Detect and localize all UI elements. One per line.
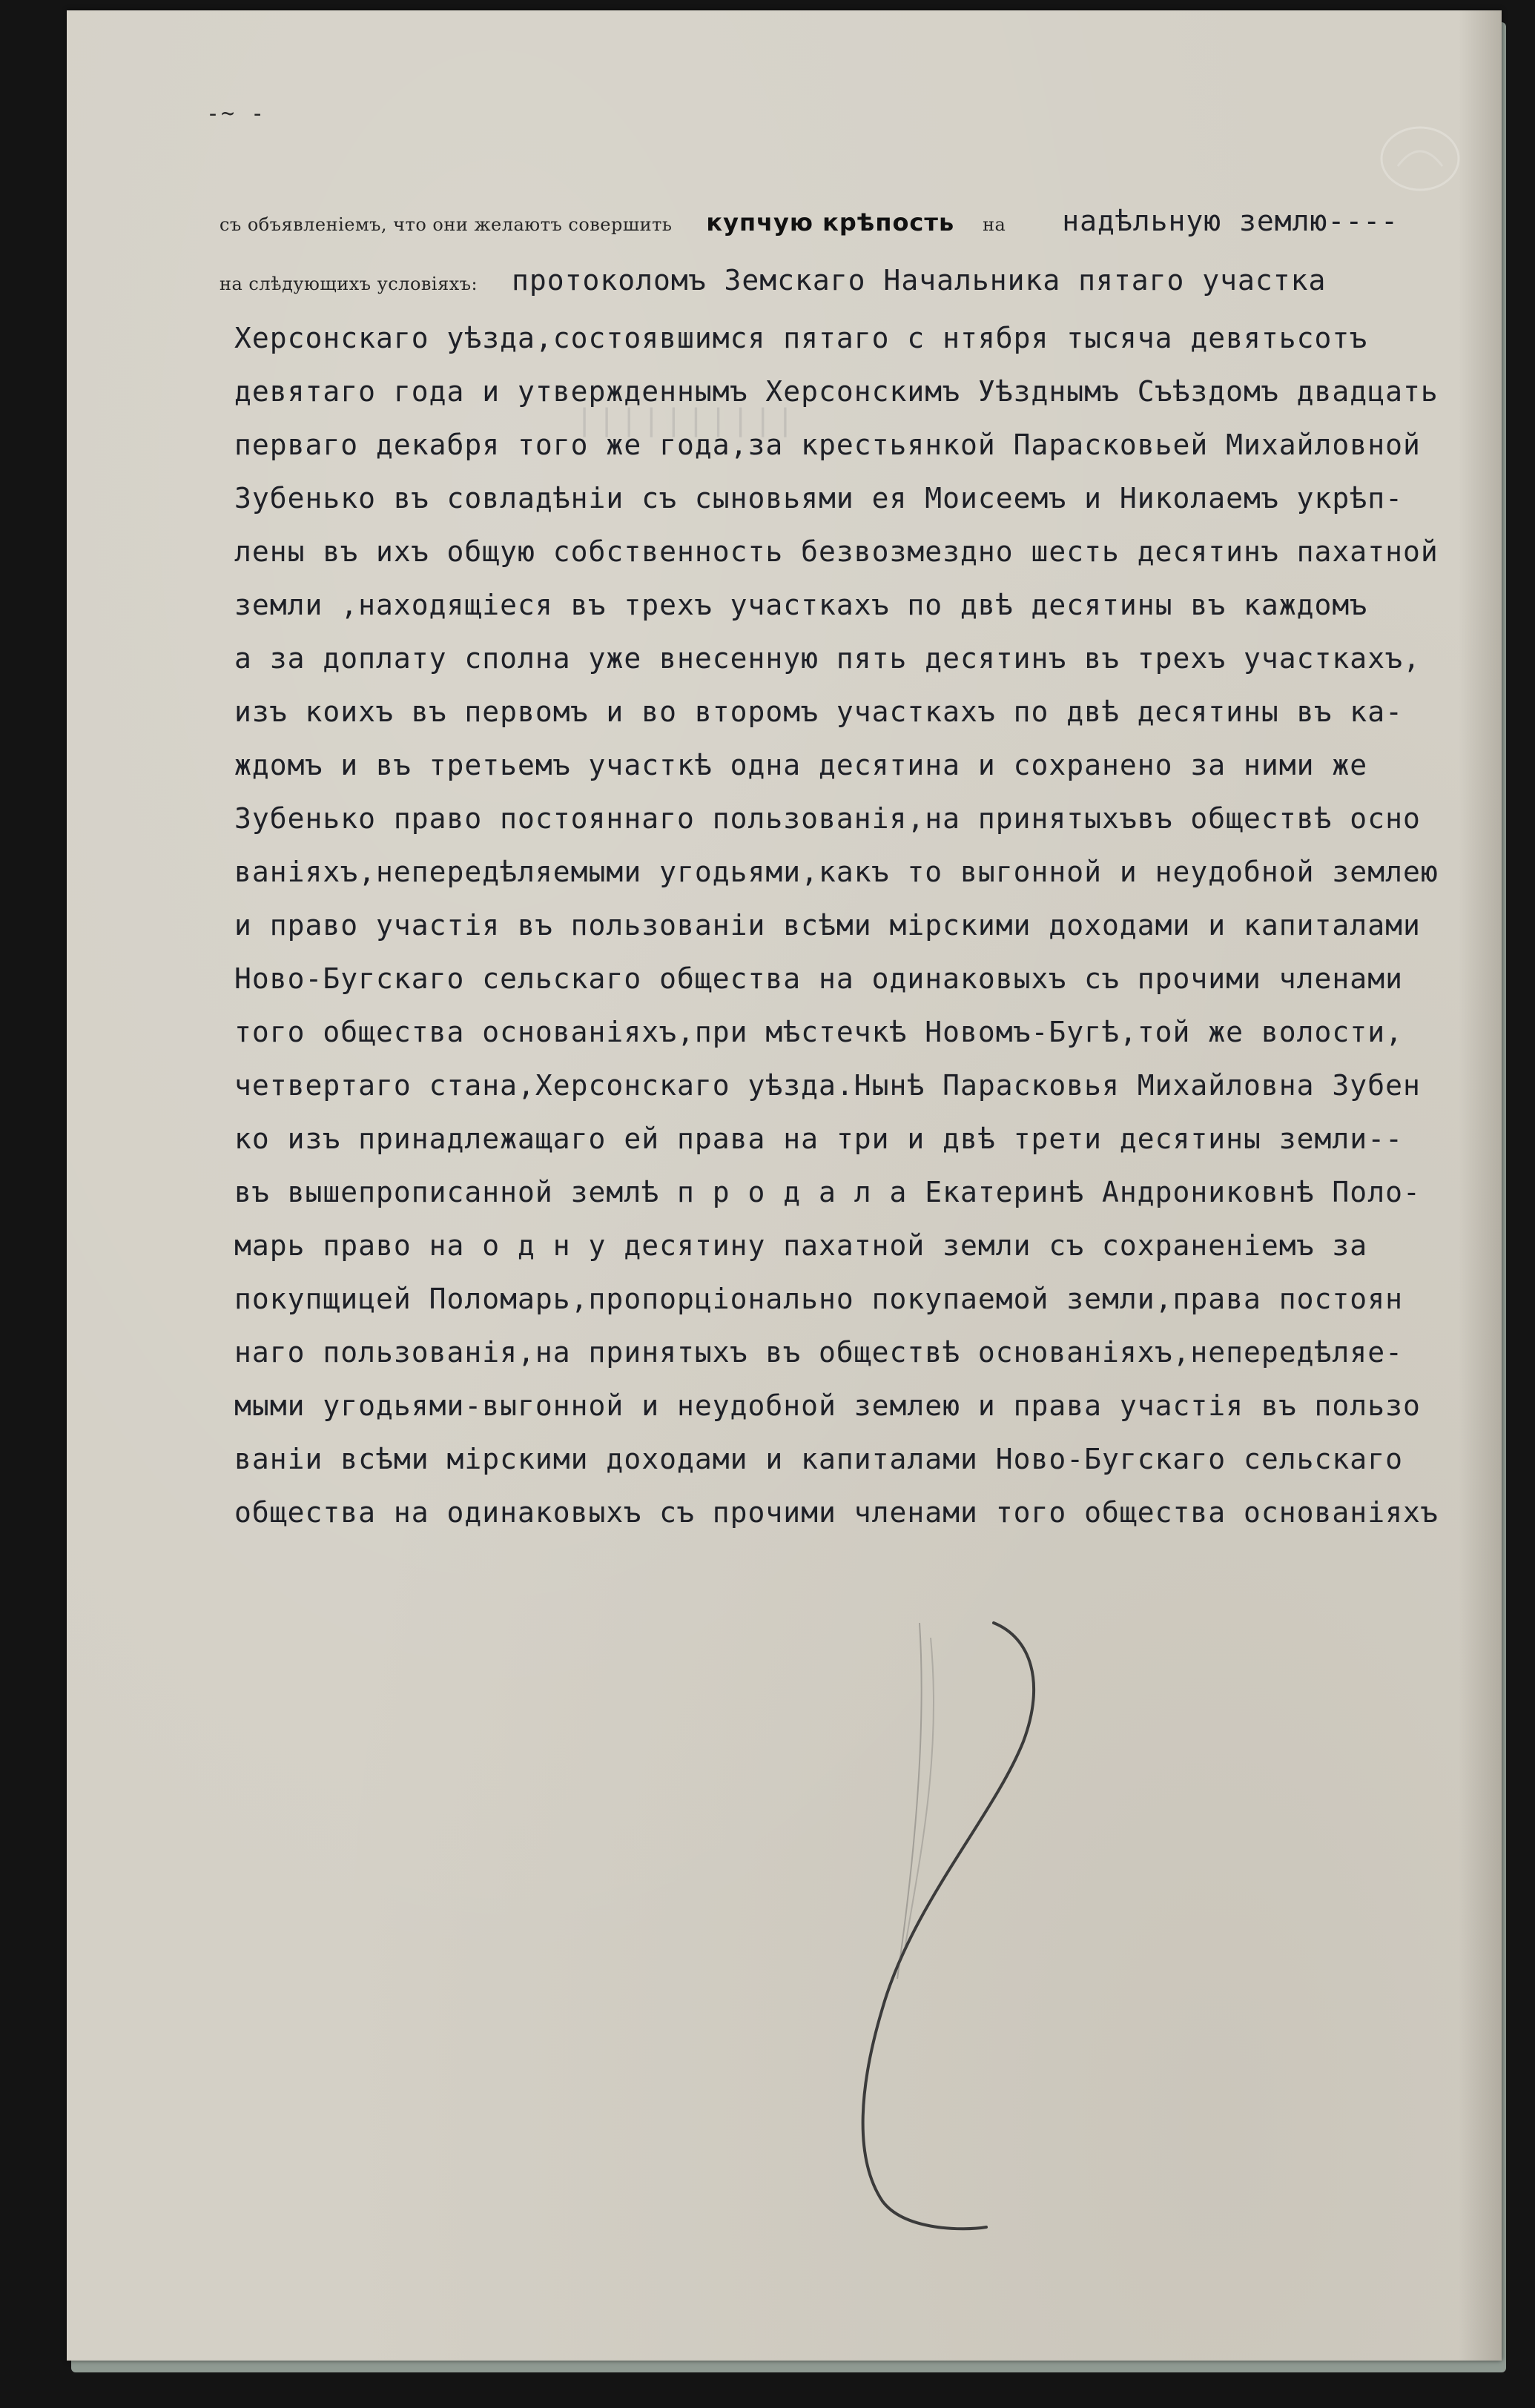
body-line-1: Херсонскаго уѣзда,состоявшимся пятаго с нтября тысяча девятьсотъ (234, 322, 1368, 354)
body-line-16: ко изъ принадлежащаго ей права на три и двѣ трети десятины земли-- (234, 1122, 1403, 1155)
header-line-1 (219, 205, 1399, 237)
body-line-2: девятаго года и утвержденнымъ Херсонскимъ Уѣзднымъ Съѣздомъ двадцать (234, 375, 1439, 408)
body-line-17: въ вышепрописанной землѣ п р о д а л а Екатеринѣ Андрониковнѣ Поло- (234, 1176, 1421, 1208)
body-line-4: Зубенько въ совладѣніи съ сыновьями ея Моисеемъ и Николаемъ укрѣп- (234, 482, 1403, 515)
form-prefix-text: съ объявленіемъ, что они желаютъ совершить (219, 214, 673, 235)
header-line-2 (219, 264, 1326, 297)
archive-stamp-watermark (1376, 122, 1465, 196)
corner-mark: -~ - (206, 101, 266, 127)
body-line-18: марь право на о д н у десятину пахатной земли съ сохраненіемъ за (234, 1229, 1368, 1262)
bleed-through-text: |||||||||| (571, 403, 794, 437)
body-line-22: ваніи всѣми мірскими доходами и капиталами Ново-Бугскаго сельскаго (234, 1443, 1403, 1475)
body-line-12: и право участія въ пользованіи всѣми мірскими доходами и капиталами (234, 909, 1421, 942)
body-line-20: наго пользованія,на принятыхъ въ обществѣ основаніяхъ,непередѣляе- (234, 1336, 1403, 1369)
body-line-9: ждомъ и въ третьемъ участкѣ одна десятина и сохранено за ними же (234, 749, 1368, 781)
body-line-21: мыми угодьями-выгонной и неудобной землею и права участія въ пользо (234, 1389, 1421, 1422)
body-line-14: того общества основаніяхъ,при мѣстечкѣ Новомъ-Бугѣ,той же волости, (234, 1016, 1403, 1048)
body-line-8: изъ коихъ въ первомъ и во второмъ участкахъ по двѣ десятины въ ка- (234, 695, 1403, 728)
body-line-7: а за доплату сполна уже внесенную пять десятинъ въ трехъ участкахъ, (234, 642, 1421, 675)
body-line-3: перваго декабря того же года,за крестьянкой Парасковьей Михайловной (234, 429, 1421, 461)
form-na-text: на (983, 214, 1006, 235)
body-line-13: Ново-Бугскаго сельскаго общества на одинаковыхъ съ прочими членами (234, 962, 1403, 995)
body-line-19: покупщицей Поломарь,пропорціонально покупаемой земли,права постоян (234, 1283, 1403, 1315)
typed-protocol-start: протоколомъ Земскаго Начальника пятаго участка (512, 264, 1327, 297)
body-line-11: ваніяхъ,непередѣляемыми угодьями,какъ то выгонной и неудобной землею (234, 856, 1439, 888)
page-edge-shading (1459, 10, 1502, 2361)
body-line-15: четвертаго стана,Херсонскаго уѣзда.Нынѣ Парасковья Михайловна Зубен (234, 1069, 1421, 1102)
body-line-10: Зубенько право постояннаго пользованія,на принятыхъвъ обществѣ осно (234, 802, 1421, 835)
document-page (67, 10, 1502, 2361)
body-line-6: земли ,находящіеся въ трехъ участкахъ по двѣ десятины въ каждомъ (234, 589, 1368, 621)
body-line-5: лены въ ихъ общую собственность безвозмездно шесть десятинъ пахатной (234, 535, 1439, 568)
typed-land-type: надѣльную землю---- (1062, 205, 1399, 237)
body-line-23: общества на одинаковыхъ съ прочими членами того общества основаніяхъ (234, 1496, 1439, 1529)
form-deed-title: купчую крѣпость (706, 208, 955, 236)
form-conditions-text: на слѣдующихъ условіяхъ: (219, 274, 478, 294)
handwritten-closing-mark (801, 1593, 1068, 2260)
